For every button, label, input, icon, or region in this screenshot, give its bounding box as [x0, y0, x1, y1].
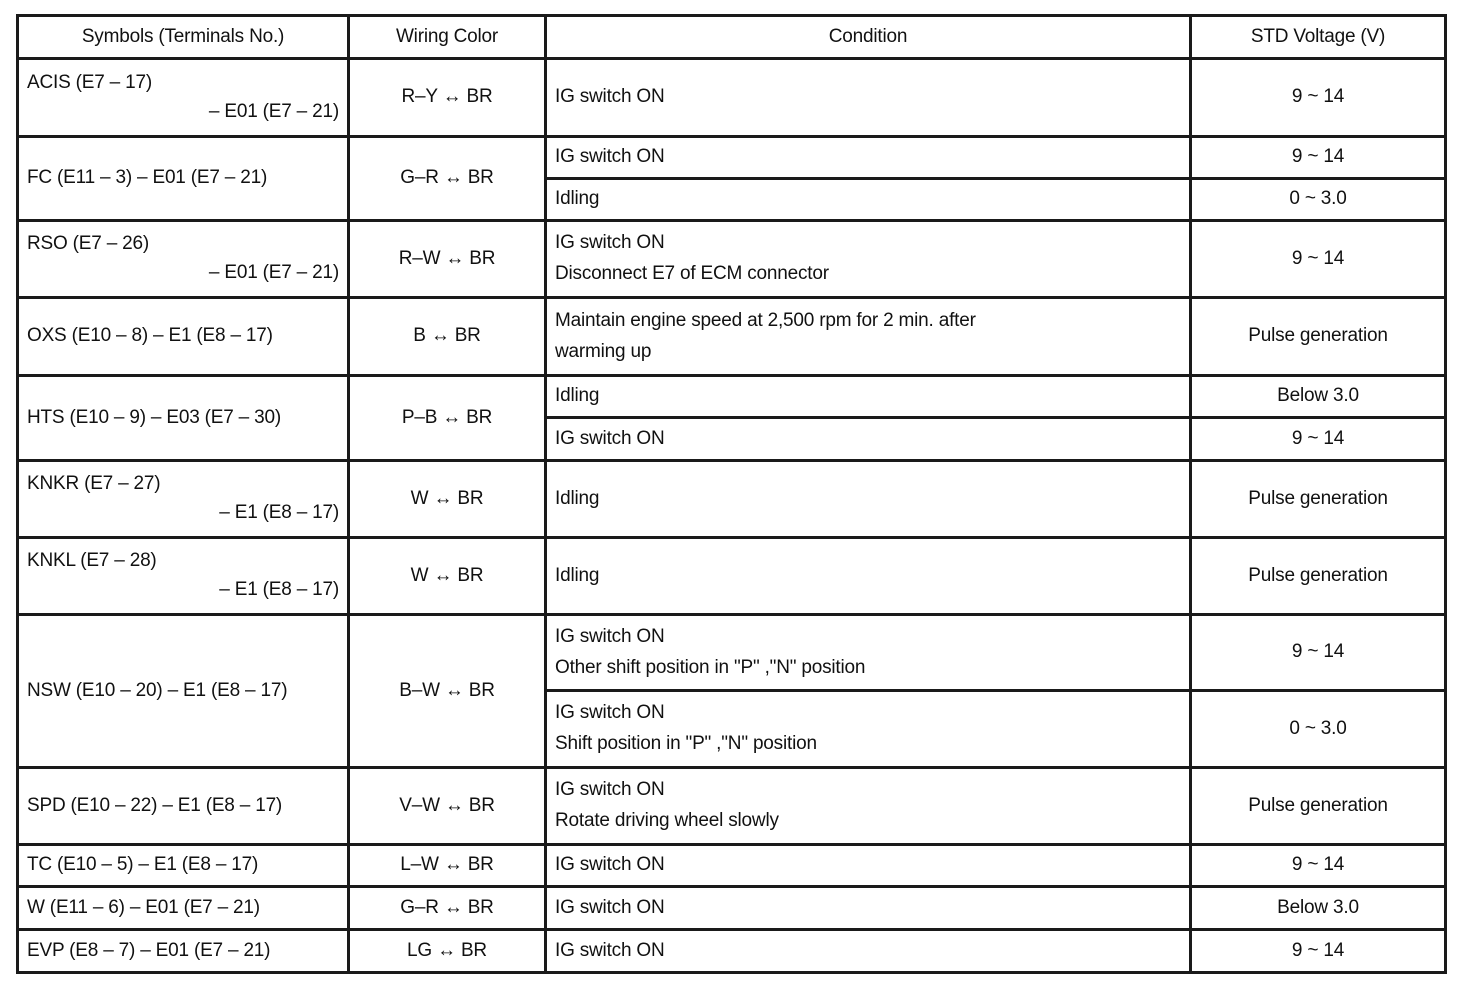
wiring-color: L–W ↔ BR: [349, 845, 546, 887]
condition: Idling: [546, 376, 1191, 418]
terminal-symbol: EVP (E8 – 7) – E01 (E7 – 21): [18, 930, 349, 973]
terminal-symbol: FC (E11 – 3) – E01 (E7 – 21): [18, 137, 349, 221]
condition: IG switch ON: [546, 845, 1191, 887]
wiring-color: G–R ↔ BR: [349, 137, 546, 221]
condition: IG switch ON: [546, 137, 1191, 179]
condition: IG switch ON Other shift position in "P" ,"N" position: [546, 615, 1191, 691]
terminal-symbol: NSW (E10 – 20) – E1 (E8 – 17): [18, 615, 349, 768]
table-row: [18, 461, 1446, 538]
terminal-symbol: HTS (E10 – 9) – E03 (E7 – 30): [18, 376, 349, 461]
condition: IG switch ON Shift position in "P" ,"N" position: [546, 691, 1191, 768]
wiring-color: R–Y ↔ BR: [349, 59, 546, 137]
condition: IG switch ON: [546, 418, 1191, 461]
terminal-symbol: KNKR (E7 – 27) – E1 (E8 – 17): [18, 461, 349, 538]
condition: IG switch ON Rotate driving wheel slowly: [546, 768, 1191, 845]
wiring-color: V–W ↔ BR: [349, 768, 546, 845]
terminal-symbol: TC (E10 – 5) – E1 (E8 – 17): [18, 845, 349, 887]
condition: IG switch ON: [546, 930, 1191, 973]
terminal-symbol: SPD (E10 – 22) – E1 (E8 – 17): [18, 768, 349, 845]
wiring-color: B–W ↔ BR: [349, 615, 546, 768]
table-row: [18, 221, 1446, 298]
std-voltage: Pulse generation: [1191, 461, 1446, 538]
std-voltage: Pulse generation: [1191, 768, 1446, 845]
table-row: [18, 59, 1446, 137]
std-voltage: 9 ~ 14: [1191, 615, 1446, 691]
condition: IG switch ON: [546, 59, 1191, 137]
table-row: [18, 930, 1446, 973]
std-voltage: 9 ~ 14: [1191, 221, 1446, 298]
terminal-symbol: KNKL (E7 – 28) – E1 (E8 – 17): [18, 538, 349, 615]
condition: Idling: [546, 179, 1191, 221]
wiring-color: LG ↔ BR: [349, 930, 546, 973]
terminal-symbol: RSO (E7 – 26) – E01 (E7 – 21): [18, 221, 349, 298]
terminal-symbol: W (E11 – 6) – E01 (E7 – 21): [18, 887, 349, 930]
condition: IG switch ON: [546, 887, 1191, 930]
std-voltage: 0 ~ 3.0: [1191, 691, 1446, 768]
wiring-color: W ↔ BR: [349, 461, 546, 538]
std-voltage: 9 ~ 14: [1191, 845, 1446, 887]
table-row: [18, 137, 1446, 179]
wiring-color: B ↔ BR: [349, 298, 546, 376]
table-row: [18, 768, 1446, 845]
table-row: [18, 887, 1446, 930]
table-row: [18, 376, 1446, 418]
std-voltage: 0 ~ 3.0: [1191, 179, 1446, 221]
table-row: [18, 615, 1446, 691]
std-voltage: 9 ~ 14: [1191, 137, 1446, 179]
header-symbols: Symbols (Terminals No.): [18, 16, 349, 59]
std-voltage: Pulse generation: [1191, 298, 1446, 376]
table-row: [18, 845, 1446, 887]
wiring-color: R–W ↔ BR: [349, 221, 546, 298]
header-row: [18, 16, 1446, 59]
wiring-color: W ↔ BR: [349, 538, 546, 615]
condition: Idling: [546, 461, 1191, 538]
header-std-voltage: STD Voltage (V): [1191, 16, 1446, 59]
wiring-color: G–R ↔ BR: [349, 887, 546, 930]
std-voltage: 9 ~ 14: [1191, 59, 1446, 137]
table-row: [18, 538, 1446, 615]
table-row: [18, 298, 1446, 376]
header-wiring-color: Wiring Color: [349, 16, 546, 59]
std-voltage: Pulse generation: [1191, 538, 1446, 615]
std-voltage: 9 ~ 14: [1191, 930, 1446, 973]
wiring-color: P–B ↔ BR: [349, 376, 546, 461]
std-voltage: Below 3.0: [1191, 887, 1446, 930]
condition: Maintain engine speed at 2,500 rpm for 2 min. after warming up: [546, 298, 1191, 376]
header-condition: Condition: [546, 16, 1191, 59]
condition: IG switch ON Disconnect E7 of ECM connector: [546, 221, 1191, 298]
terminal-symbol: ACIS (E7 – 17) – E01 (E7 – 21): [18, 59, 349, 137]
terminal-symbol: OXS (E10 – 8) – E1 (E8 – 17): [18, 298, 349, 376]
condition: Idling: [546, 538, 1191, 615]
std-voltage: 9 ~ 14: [1191, 418, 1446, 461]
terminal-voltage-table: [16, 14, 1447, 974]
std-voltage: Below 3.0: [1191, 376, 1446, 418]
